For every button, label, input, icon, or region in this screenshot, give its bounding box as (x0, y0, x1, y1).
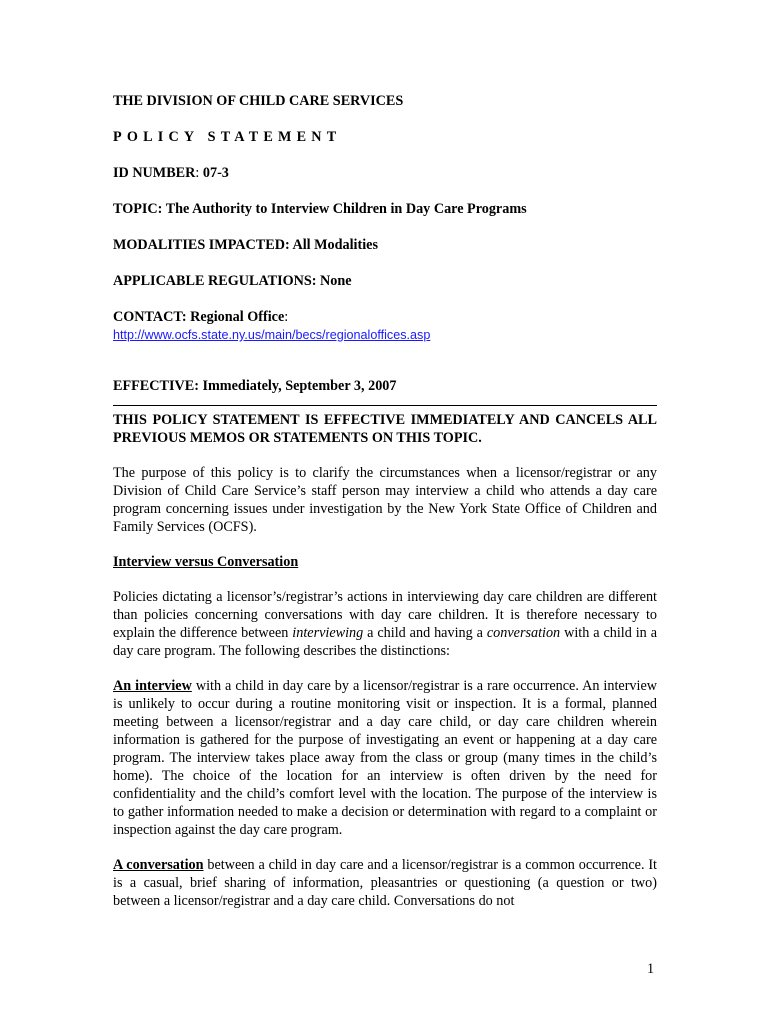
policies-text-2: a child and having a (363, 625, 487, 641)
horizontal-rule (113, 405, 657, 406)
id-number-line (113, 164, 657, 182)
interview-paragraph (113, 677, 657, 839)
contact-line (113, 308, 657, 326)
policy-statement-heading: POLICY STATEMENT (113, 129, 342, 145)
cancellation-notice: THIS POLICY STATEMENT IS EFFECTIVE IMMEDIATELY AND CANCELS ALL PREVIOUS MEMOS OR STATEMENTS ON THIS TOPIC. (113, 412, 657, 446)
regional-offices-link[interactable]: http://www.ocfs.state.ny.us/main/becs/regionaloffices.asp (113, 328, 431, 342)
section-heading-interview-vs-conversation: Interview versus Conversation (113, 554, 299, 570)
modalities-line: MODALITIES IMPACTED: All Modalities (113, 237, 378, 253)
policies-text-1: Policies dictating a licensor’s/registrar’s actions in interviewing day care children are different than policies concerning conversations with day care children. It is therefore necessary to explain the difference between (113, 589, 657, 641)
division-heading: THE DIVISION OF CHILD CARE SERVICES (113, 93, 404, 109)
contact-separator: : (284, 309, 289, 325)
conversation-text: between a child in day care and a licensor/registrar is a common occurrence. It is a casual, brief sharing of information, pleasantries or questioning (a question or two) between a licensor/registrar and a day care child. Conversations do not (113, 857, 657, 909)
id-number-separator: : (195, 165, 203, 181)
policies-emphasis-conversation: conversation (486, 625, 561, 641)
effective-line: EFFECTIVE: Immediately, September 3, 2007 (113, 378, 397, 394)
interview-lead-term: An interview (113, 678, 192, 694)
conversation-lead-term: A conversation (113, 857, 204, 873)
contact-label: CONTACT: Regional Office (113, 309, 285, 325)
policies-text-3: with a child in a day care program. The following describes the distinctions: (113, 625, 658, 659)
regulations-line: APPLICABLE REGULATIONS: None (113, 273, 352, 289)
topic-line: TOPIC: The Authority to Interview Children in Day Care Programs (113, 201, 527, 217)
id-number-label: ID NUMBER (113, 165, 196, 181)
conversation-paragraph (113, 856, 657, 910)
policies-emphasis-interviewing: interviewing (292, 625, 364, 641)
page-number: 1 (647, 961, 655, 977)
purpose-paragraph: The purpose of this policy is to clarify the circumstances when a licensor/registrar or any Division of Child Care Service’s staff person may interview a child who attends a day care program concerning issues under investigation by the New York State Office of Children and Family Services (OCFS). (113, 465, 657, 535)
policies-paragraph (113, 588, 657, 660)
id-number-value: 07-3 (202, 165, 229, 181)
interview-text: with a child in day care by a licensor/registrar is a rare occurrence. An interview is unlikely to occur during a routine monitoring visit or inspection. It is a formal, planned meeting between a licensor/registrar and a day care child, or day care children wherein information is gathered for the purpose of investigating an event or happening at a day care program. The interview takes place away from the class or group (many times in the child’s home). The choice of the location for an interview is often driven by the need for confidentiality and the child’s comfort level with the location. The purpose of the interview is to gather information needed to make a decision or determination with regard to a complaint or inspection against the day care program. (113, 678, 657, 838)
document-page (113, 92, 657, 910)
